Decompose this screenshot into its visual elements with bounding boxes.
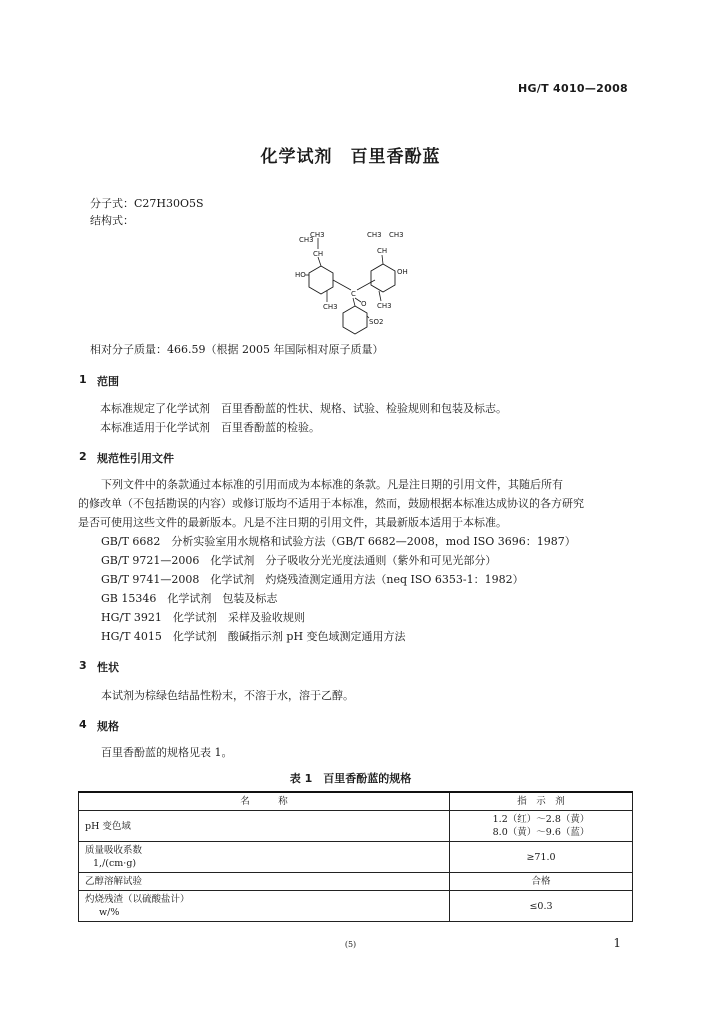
- section-4-number: 4: [79, 718, 87, 731]
- struct-ch3-bottom-left: CH3: [323, 303, 338, 311]
- molecular-mass: 相对分子质量：466.59（根据 2005 年国际相对原子质量）: [90, 343, 384, 356]
- section-3-para: 本试剂为棕绿色结晶性粉末，不溶于水，溶于乙醇。: [101, 689, 354, 702]
- molecular-formula: 分子式：C27H30O5S: [90, 197, 204, 210]
- struct-ch3-b: CH3: [299, 236, 314, 244]
- section-1-para-2: 本标准适用于化学试剂 百里香酚蓝的检验。: [100, 421, 320, 434]
- struct-ch3-c: CH3: [367, 231, 382, 239]
- table-row: [79, 891, 633, 922]
- section-2-title: 规范性引用文件: [97, 452, 174, 465]
- table-cell-name: 乙醇溶解试验: [79, 873, 450, 891]
- ref-item: GB/T 9721—2006 化学试剂 分子吸收分光光度法通则（紫外和可见光部分）: [101, 554, 497, 567]
- struct-ch3-bottom-right: CH3: [377, 302, 392, 310]
- section-1-para-1: 本标准规定了化学试剂 百里香酚蓝的性状、规格、试验、检验规则和包装及标志。: [100, 402, 507, 415]
- ref-item: GB 15346 化学试剂 包装及标志: [101, 592, 278, 605]
- struct-ch3-a: CH3: [310, 231, 325, 239]
- corner-mark: 1: [613, 936, 621, 950]
- chemical-structure: [285, 228, 425, 340]
- table-row: [79, 842, 633, 873]
- section-1-number: 1: [79, 373, 87, 386]
- section-2-para-line-3: 是否可使用这些文件的最新版本。凡是不注日期的引用文件，其最新版本适用于本标准。: [78, 516, 507, 529]
- document-title: 化学试剂 百里香酚蓝: [260, 147, 441, 167]
- ref-item: HG/T 4015 化学试剂 酸碱指示剂 pH 变色域测定通用方法: [101, 630, 406, 643]
- spec-table: [78, 791, 633, 922]
- page-number: (5): [344, 940, 357, 949]
- table-cell-value: ≥71.0: [450, 842, 633, 873]
- table-cell-name-line: 灼烧残渣（以硫酸盐计）: [85, 894, 190, 905]
- table-cell-value: [450, 811, 633, 842]
- standard-code: HG/T 4010—2008: [517, 82, 628, 95]
- table-cell-name-line: 质量吸收系数: [85, 845, 143, 856]
- table-header-value: 指 示 剂: [450, 792, 633, 811]
- structure-label: 结构式：: [90, 214, 134, 227]
- struct-c-center: C: [351, 290, 356, 298]
- section-4-title: 规格: [97, 720, 119, 733]
- table-row: [79, 873, 633, 891]
- table-cell-value-line: 8.0（黄）～9.6（蓝）: [492, 827, 590, 838]
- ref-item: HG/T 3921 化学试剂 采样及验收规则: [101, 611, 305, 624]
- ref-item: GB/T 6682 分析实验室用水规格和试验方法（GB/T 6682—2008，mod ISO 3696：1987）: [101, 535, 576, 548]
- table-header-name: 名 称: [79, 792, 450, 811]
- section-4-para: 百里香酚蓝的规格见表 1。: [101, 746, 233, 759]
- table-cell-name: [79, 891, 450, 922]
- table-cell-value: 合格: [450, 873, 633, 891]
- section-2-para-line-2: 的修改单（不包括勘误的内容）或修订版均不适用于本标准，然而，鼓励根据本标准达成协议的各方研究: [78, 497, 584, 510]
- table-header-row: [79, 792, 633, 811]
- table-cell-name: pH 变色域: [79, 811, 450, 842]
- struct-so2: SO2: [369, 318, 384, 326]
- section-2-para-line-1: 下列文件中的条款通过本标准的引用而成为本标准的条款。凡是注日期的引用文件，其随后所有: [101, 478, 563, 491]
- struct-ch-left: CH: [313, 250, 324, 258]
- table-cell-name: [79, 842, 450, 873]
- table-row: [79, 811, 633, 842]
- table-cell-name-line: w/%: [99, 907, 120, 918]
- section-3-title: 性状: [97, 661, 119, 674]
- struct-oh: OH: [397, 268, 408, 276]
- struct-ch3-d: CH3: [389, 231, 404, 239]
- table-caption: 表 1 百里香酚蓝的规格: [289, 772, 412, 785]
- ref-item: GB/T 9741—2008 化学试剂 灼烧残渣测定通用方法（neq ISO 6353-1：1982）: [101, 573, 524, 586]
- struct-ch-right: CH: [377, 247, 388, 255]
- table-cell-name-line: 1,/(cm·g): [93, 858, 137, 869]
- table-cell-value: ≤0.3: [450, 891, 633, 922]
- section-3-number: 3: [79, 659, 87, 672]
- section-2-number: 2: [79, 450, 87, 463]
- struct-o: O: [361, 300, 367, 308]
- struct-ho: HO: [295, 271, 306, 279]
- section-1-title: 范围: [97, 375, 119, 388]
- table-cell-value-line: 1.2（红）～2.8（黄）: [492, 814, 590, 825]
